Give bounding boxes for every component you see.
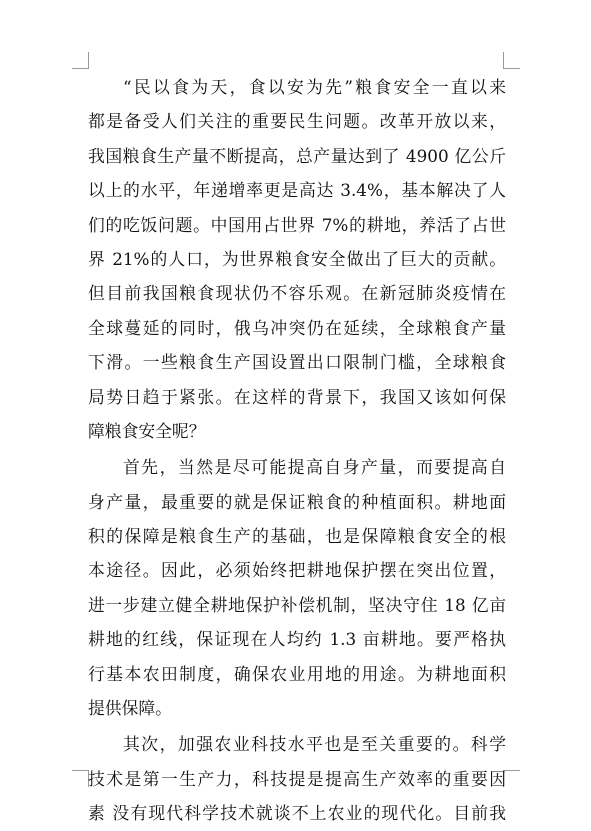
text-line: 下滑。一些粮食生产国设置出口限制门槛，全球粮食	[88, 352, 506, 373]
text-line: 们的吃饭问题。中国用占世界 7%的耕地，养活了占世	[88, 214, 506, 235]
text-line: 本途径。因此，必须始终把耕地保护摆在突出位置，	[88, 560, 506, 581]
text-line: 行基本农田制度，确保农业用地的用途。为耕地面积	[88, 663, 506, 684]
text-line: 我国粮食生产量不断提高，总产量达到了 4900 亿公斤	[88, 145, 506, 166]
text-line: 技术是第一生产力，科技提是提高生产效率的重要因	[88, 768, 506, 789]
text-line: 局势日趋于紧张。在这样的背景下，我国又该如何保	[88, 386, 506, 407]
paragraph-3	[88, 727, 506, 830]
crop-mark-top-right	[503, 52, 520, 69]
document-body[interactable]	[88, 70, 506, 831]
text-line: 界 21%的人口，为世界粮食安全做出了巨大的贡献。	[88, 248, 506, 269]
paragraph-2	[88, 450, 506, 725]
text-line: 素 没有现代科学技术就谈不上农业的现代化。目前我	[88, 803, 506, 824]
crop-mark-bottom-left	[72, 770, 89, 787]
text-line: 全球蔓延的同时，俄乌冲突仍在延续，全球粮食产量	[88, 317, 506, 338]
text-line: 但目前我国粮食现状仍不容乐观。在新冠肺炎疫情在	[88, 283, 506, 304]
text-line: “民以食为天，食以安为先”粮食安全一直以来	[123, 77, 506, 97]
text-line: 耕地的红线，保证现在人均约 1.3 亩耕地。要严格执	[88, 629, 506, 650]
paragraph-1	[88, 70, 506, 448]
text-line: 障粮食安全呢？	[88, 420, 206, 441]
text-line: 提供保障。	[88, 698, 172, 719]
crop-mark-top-left	[72, 52, 89, 69]
text-line: 身产量，最重要的就是保证粮食的种植面积。耕地面	[88, 491, 506, 512]
text-line: 积的保障是粮食生产的基础，也是保障粮食安全的根	[88, 526, 506, 547]
text-line: 以上的水平，年递增率更是高达 3.4%，基本解决了人	[88, 180, 506, 201]
text-line: 其次，加强农业科技水平也是至关重要的。科学	[123, 734, 506, 755]
text-line: 首先，当然是尽可能提高自身产量，而要提高自	[123, 457, 506, 478]
text-line: 进一步建立健全耕地保护补偿机制，坚决守住 18 亿亩	[88, 594, 506, 615]
text-line: 都是备受人们关注的重要民生问题。改革开放以来，	[88, 111, 506, 132]
